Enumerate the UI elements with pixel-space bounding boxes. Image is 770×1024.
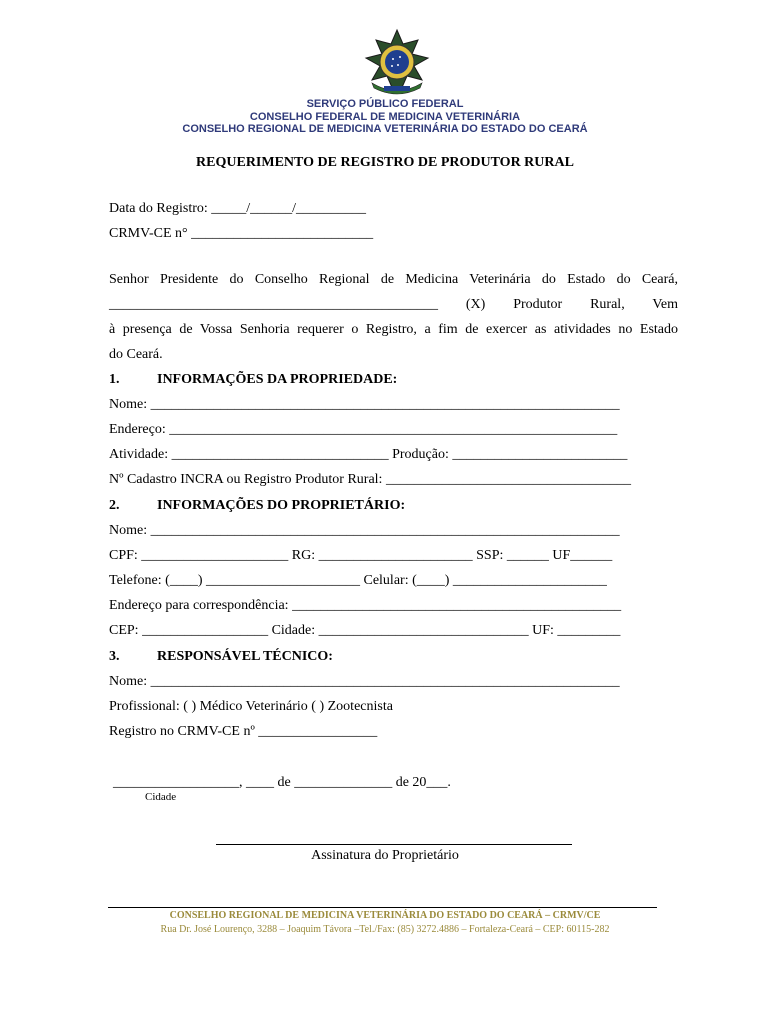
section-3-title: RESPONSÁVEL TÉCNICO: <box>157 649 333 664</box>
endereco-correspondencia-field[interactable]: Endereço para correspondência: _______________________________________________ <box>109 598 622 613</box>
profissional-checkboxes[interactable]: Profissional: ( ) Médico Veterinário ( ) Zootecnista <box>109 699 393 714</box>
footer-line-1: CONSELHO REGIONAL DE MEDICINA VETERINÁRIA DO ESTADO DO CEARÁ – CRMV/CE <box>169 910 601 921</box>
propriedade-nome-field[interactable]: Nome: ___________________________________________________________________ <box>109 397 620 412</box>
registro-crmv-field[interactable]: Registro no CRMV-CE nº _________________ <box>109 724 378 739</box>
header-line-3: CONSELHO REGIONAL DE MEDICINA VETERINÁRIA DO ESTADO DO CEARÁ <box>182 123 588 135</box>
crmv-ce-field[interactable]: CRMV-CE n° __________________________ <box>109 226 374 241</box>
intro-line-4: do Ceará. <box>109 347 163 362</box>
section-1-title: INFORMAÇÕES DA PROPRIEDADE: <box>157 372 398 387</box>
document-title: REQUERIMENTO DE REGISTRO DE PRODUTOR RURAL <box>196 155 574 170</box>
signature-line[interactable] <box>216 844 572 845</box>
cep-cidade-field[interactable]: CEP: __________________ Cidade: ______________________________ UF: _________ <box>109 623 621 638</box>
date-caption: Cidade <box>145 791 177 803</box>
intro-line-2[interactable]: _______________________________________________ (X) Produtor Rural, Vem <box>109 297 678 312</box>
propriedade-endereco-field[interactable]: Endereço: ________________________________________________________________ <box>109 422 618 437</box>
atividade-producao-field[interactable]: Atividade: _______________________________ Produção: _________________________ <box>109 447 628 462</box>
cpf-rg-field[interactable]: CPF: _____________________ RG: ______________________ SSP: ______ UF______ <box>109 548 613 563</box>
responsavel-nome-field[interactable]: Nome: ___________________________________________________________________ <box>109 674 620 689</box>
footer-divider <box>108 907 657 908</box>
header-line-2: CONSELHO FEDERAL DE MEDICINA VETERINÁRIA <box>249 111 521 123</box>
section-2-number: 2. <box>109 498 120 513</box>
section-3-number: 3. <box>109 649 120 664</box>
footer-line-2: Rua Dr. José Lourenço, 3288 – Joaquim Távora –Tel./Fax: (85) 3272.4886 – Fortaleza-Ceará – CEP: 60115-282 <box>160 924 610 935</box>
header-line-1: SERVIÇO PÚBLICO FEDERAL <box>306 98 464 110</box>
section-1-number: 1. <box>109 372 120 387</box>
incra-field[interactable]: Nº Cadastro INCRA ou Registro Produtor Rural: ___________________________________ <box>109 472 631 487</box>
brazil-coat-of-arms-icon <box>362 28 432 98</box>
intro-line-1: Senhor Presidente do Conselho Regional de Medicina Veterinária do Estado do Ceará, <box>109 272 678 287</box>
intro-line-3: à presença de Vossa Senhoria requerer o Registro, a fim de exercer as atividades no Estado <box>109 322 678 337</box>
data-registro-field[interactable]: Data do Registro: _____/______/__________ <box>109 201 367 216</box>
date-line[interactable]: __________________, ____ de ______________ de 20___. <box>113 775 451 790</box>
signature-caption: Assinatura do Proprietário <box>311 848 459 863</box>
section-2-title: INFORMAÇÕES DO PROPRIETÁRIO: <box>157 498 406 513</box>
proprietario-nome-field[interactable]: Nome: ___________________________________________________________________ <box>109 523 620 538</box>
telefone-field[interactable]: Telefone: (____) ______________________ Celular: (____) ______________________ <box>109 573 607 588</box>
